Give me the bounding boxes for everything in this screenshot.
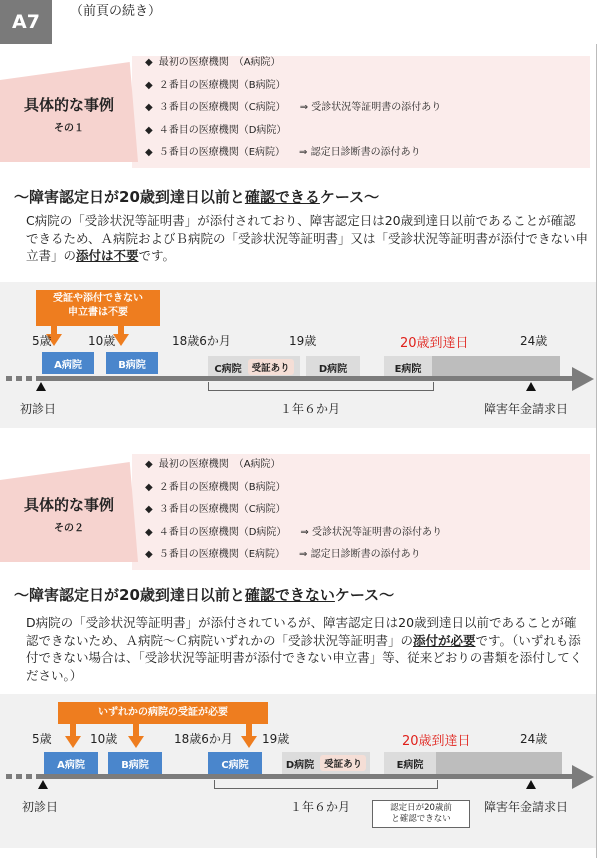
down-arrow-icon (128, 736, 144, 748)
down-arrow-icon (65, 736, 81, 748)
marker-triangle-icon (36, 382, 46, 391)
age-label: 10歳 (88, 334, 116, 348)
case2-body: D病院の「受診状況等証明書」が添付されているが、障害認定日は20歳到達日以前であることが確認できないため、Ａ病院～Ｃ病院いずれかの「受診状況等証明書」の添付が必要です。（いずれも添付できない場合は、「受診状況等証明書が添付できない申立書」等、従来どおりの書類を添付してください。） (26, 615, 583, 683)
section-tag: A7 (0, 0, 52, 44)
age-label-20: 20歳到達日 (402, 734, 471, 749)
age-label: 19歳 (262, 732, 290, 746)
hospital-c-box: C病院 受証あり (208, 356, 300, 378)
certificate-badge: 受証あり (320, 755, 366, 771)
period-bar (436, 752, 562, 774)
case1-heading: ～障害認定日が20歳到達日以前と確認できるケース～ (14, 188, 380, 206)
diamond-bullet-icon: ◆ (145, 57, 153, 68)
hospital-b-box: B病院 (106, 352, 158, 374)
diamond-bullet-icon: ◆ (145, 481, 153, 493)
down-arrow-icon (113, 334, 129, 346)
note-box: 認定日が20歳前 と確認できない (372, 800, 470, 828)
list-item: ◆ ５番目の医療機関（E病院） ⇒ 認定日診断書の添付あり (145, 147, 421, 158)
arrow-right-icon (572, 367, 594, 391)
case1-label (0, 94, 138, 134)
age-label: 24歳 (520, 732, 548, 746)
age-label: 18歳6か月 (174, 732, 233, 746)
period-bar (432, 356, 560, 378)
case1-label-sub: その１ (54, 123, 84, 134)
case2-label (0, 494, 138, 534)
case2-callout: いずれかの病院の受証が必要 (58, 702, 268, 724)
start-label: 初診日 (22, 800, 59, 814)
timeline-dots (6, 774, 42, 779)
certificate-badge: 受証あり (248, 359, 294, 375)
hospital-a-box: A病院 (44, 752, 98, 774)
diamond-bullet-icon: ◆ (145, 526, 153, 538)
hospital-a-box: A病院 (42, 352, 94, 374)
timeline-dots (6, 376, 42, 381)
diamond-bullet-icon: ◆ (145, 124, 153, 136)
age-label: 24歳 (520, 334, 548, 348)
case1-label-title: 具体的な事例 (23, 96, 114, 114)
hospital-d-box: D病院 受証あり (282, 752, 370, 774)
case1-callout: 受証や添付できない 申立書は不要 (36, 290, 160, 326)
duration-label: １年６か月 (290, 800, 351, 814)
duration-bracket (214, 780, 438, 789)
case2-label-sub: その２ (54, 523, 84, 534)
list-item: ◆ ４番目の医療機関（D病院） (145, 124, 287, 136)
case2-list (145, 454, 442, 567)
list-item: ◆ ２番目の医療機関（B病院） (145, 481, 286, 493)
diamond-bullet-icon: ◆ (145, 102, 153, 113)
list-item: ◆ ４番目の医療機関（D病院） ⇒ 受診状況等証明書の添付あり (145, 526, 442, 538)
end-label: 障害年金請求日 (484, 402, 569, 416)
marker-triangle-icon (38, 780, 48, 789)
list-item: ◆ 最初の医療機関 （A病院） (145, 57, 281, 68)
age-label: 10歳 (90, 732, 118, 746)
hospital-e-box: E病院 (384, 356, 432, 378)
arrow-right-icon (572, 765, 594, 789)
diamond-bullet-icon: ◆ (145, 79, 153, 91)
diamond-bullet-icon: ◆ (145, 504, 153, 515)
case1-body: C病院の「受診状況等証明書」が添付されており、障害認定日は20歳到達日以前であることが確認できるため、Ａ病院およびＢ病院の「受診状況等証明書」又は「受診状況等証明書が添付できない申立書」の添付は不要です。 (26, 213, 589, 263)
list-item: ◆ ３番目の医療機関（C病院） (145, 504, 286, 515)
age-label: 19歳 (289, 334, 317, 348)
marker-triangle-icon (526, 780, 536, 789)
case1-list (145, 52, 441, 165)
case2-heading: ～障害認定日が20歳到達日以前と確認できないケース～ (14, 586, 395, 604)
age-label: 5歳 (32, 334, 52, 348)
duration-bracket (208, 382, 434, 391)
list-item: ◆ ３番目の医療機関（C病院） ⇒ 受診状況等証明書の添付あり (145, 102, 442, 113)
list-item: ◆ ２番目の医療機関（B病院） (145, 79, 286, 91)
marker-triangle-icon (526, 382, 536, 391)
down-arrow-icon (241, 736, 257, 748)
timeline-axis (42, 774, 574, 779)
hospital-e-box: E病院 (384, 752, 436, 774)
hospital-c-box: C病院 (208, 752, 262, 774)
diamond-bullet-icon: ◆ (145, 549, 153, 560)
age-label: 18歳6か月 (172, 334, 231, 348)
end-label: 障害年金請求日 (484, 800, 569, 814)
age-label: 5歳 (32, 732, 52, 746)
right-border (596, 44, 597, 858)
hospital-b-box: B病院 (108, 752, 162, 774)
continued-label: （前頁の続き） (70, 4, 162, 19)
list-item: ◆ 最初の医療機関 （A病院） (145, 459, 281, 470)
list-item: ◆ ５番目の医療機関（E病院） ⇒ 認定日診断書の添付あり (145, 549, 421, 560)
age-label-20: 20歳到達日 (400, 336, 469, 351)
diamond-bullet-icon: ◆ (145, 147, 153, 158)
diamond-bullet-icon: ◆ (145, 459, 153, 470)
timeline-axis (42, 376, 574, 381)
start-label: 初診日 (20, 402, 57, 416)
duration-label: １年６か月 (280, 402, 341, 416)
case2-label-title: 具体的な事例 (23, 496, 114, 514)
hospital-d-box: D病院 (306, 356, 360, 378)
